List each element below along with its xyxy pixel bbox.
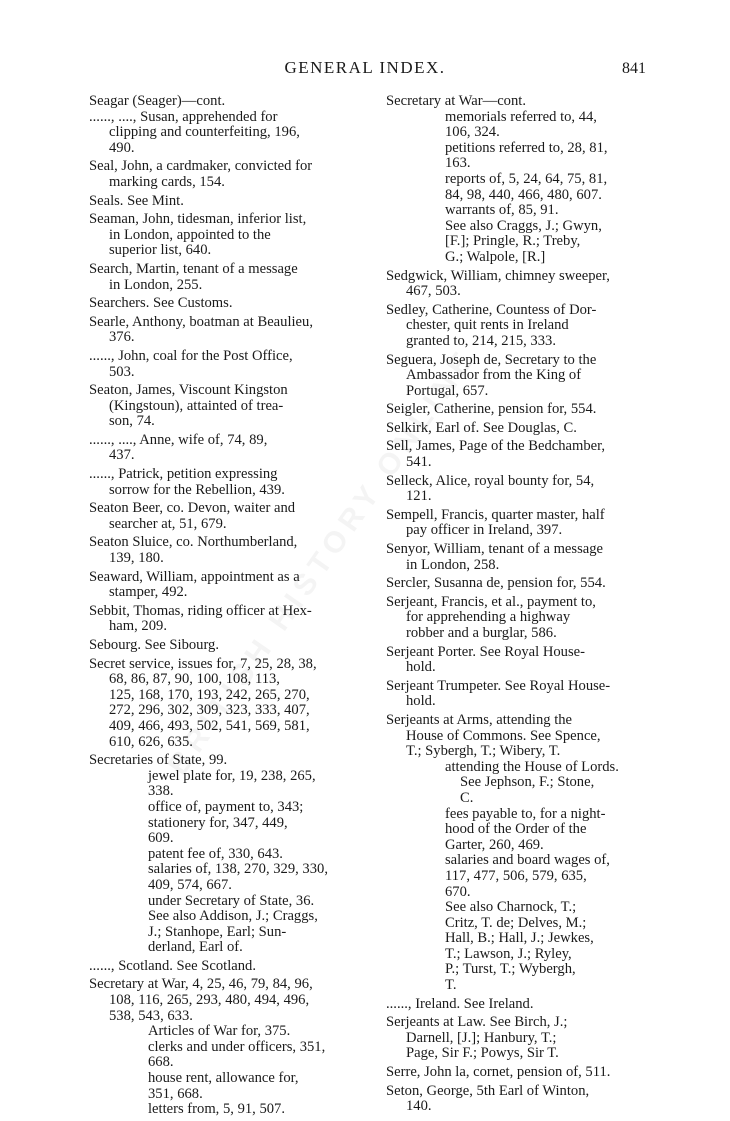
index-line: 84, 98, 440, 466, 480, 607. bbox=[445, 186, 602, 203]
page-header bbox=[0, 58, 730, 82]
index-line: Sebbit, Thomas, riding officer at Hex- bbox=[89, 602, 312, 619]
index-entry bbox=[89, 604, 351, 635]
index-line: ......, ...., Anne, wife of, 74, 89, bbox=[89, 431, 268, 448]
index-entry bbox=[89, 315, 351, 346]
index-line: 490. bbox=[109, 139, 135, 156]
index-column-right bbox=[386, 94, 648, 1118]
index-line: T.; Lawson, J.; Ryley, bbox=[445, 945, 572, 962]
index-line: derland, Earl of. bbox=[148, 939, 243, 956]
index-line: in London, 255. bbox=[109, 276, 203, 293]
index-line: under Secretary of State, 36. bbox=[148, 892, 315, 909]
index-line: T. bbox=[445, 977, 457, 994]
index-entry bbox=[89, 383, 351, 430]
index-line: marking cards, 154. bbox=[109, 173, 225, 190]
index-line: office of, payment to, 343; bbox=[148, 798, 304, 815]
index-line: 538, 543, 633. bbox=[109, 1007, 193, 1024]
index-line: ham, 209. bbox=[109, 618, 167, 635]
index-line: 139, 180. bbox=[109, 550, 164, 567]
index-line: Serjeants at Arms, attending the bbox=[386, 711, 573, 728]
index-entry bbox=[386, 595, 648, 642]
index-line: robber and a burglar, 586. bbox=[406, 625, 557, 641]
index-line: Sell, James, Page of the Bedchamber, bbox=[386, 438, 606, 455]
index-line: Sercler, Susanna de, pension for, 554. bbox=[386, 575, 606, 592]
index-line: 108, 116, 265, 293, 480, 494, 496, bbox=[109, 992, 310, 1009]
index-line: P.; Turst, T.; Wybergh, bbox=[445, 961, 576, 978]
index-line: 503. bbox=[109, 363, 135, 380]
index-line: House of Commons. See Spence, bbox=[406, 727, 601, 744]
index-line: 610, 626, 635. bbox=[109, 733, 193, 750]
index-line: patent fee of, 330, 643. bbox=[148, 845, 283, 862]
index-line: Sempell, Francis, quarter master, half bbox=[386, 506, 605, 523]
index-line: pay officer in Ireland, 397. bbox=[406, 522, 563, 539]
index-entry bbox=[386, 508, 648, 539]
index-entry bbox=[386, 1015, 648, 1062]
index-line: Seals. See Mint. bbox=[89, 192, 184, 209]
index-entry bbox=[89, 94, 351, 156]
index-line: stamper, 492. bbox=[109, 584, 188, 601]
index-line: Selkirk, Earl of. See Douglas, C. bbox=[386, 419, 577, 436]
index-line: in London, 258. bbox=[406, 556, 500, 573]
index-line: Sebourg. See Sibourg. bbox=[89, 637, 219, 653]
index-line: hold. bbox=[406, 659, 436, 676]
index-entry bbox=[386, 1065, 648, 1081]
index-line: warrants of, 85, 91. bbox=[445, 202, 559, 219]
index-entry bbox=[386, 303, 648, 350]
index-line: Seaton Sluice, co. Northumberland, bbox=[89, 534, 298, 551]
index-line: Darnell, [J.]; Hanbury, T.; bbox=[406, 1029, 557, 1046]
index-line: Seaward, William, appointment as a bbox=[89, 568, 300, 585]
index-entry bbox=[386, 421, 648, 437]
index-entry bbox=[386, 402, 648, 418]
index-line: Seagar (Seager)—cont. bbox=[89, 93, 226, 109]
index-line: Searle, Anthony, boatman at Beaulieu, bbox=[89, 313, 313, 330]
index-entry bbox=[386, 94, 648, 266]
index-entry bbox=[89, 296, 351, 312]
index-entry bbox=[89, 570, 351, 601]
index-line: house rent, allowance for, bbox=[148, 1070, 299, 1087]
index-line: 117, 477, 506, 579, 635, bbox=[445, 867, 587, 884]
index-line: 541. bbox=[406, 454, 432, 471]
index-entry bbox=[89, 433, 351, 464]
index-line: petitions referred to, 28, 81, bbox=[445, 139, 608, 156]
page-title: GENERAL INDEX. bbox=[284, 58, 446, 77]
index-entry bbox=[89, 959, 351, 975]
index-line: for apprehending a highway bbox=[406, 609, 571, 626]
index-line: Portugal, 657. bbox=[406, 382, 489, 399]
index-line: Serjeant Trumpeter. See Royal House- bbox=[386, 677, 611, 694]
index-entry bbox=[89, 753, 351, 956]
index-entry bbox=[89, 349, 351, 380]
index-line: fees payable to, for a night- bbox=[445, 805, 606, 822]
index-line: 272, 296, 302, 309, 323, 333, 407, bbox=[109, 702, 310, 719]
index-line: Sedgwick, William, chimney sweeper, bbox=[386, 267, 610, 284]
index-line: clerks and under officers, 351, bbox=[148, 1038, 326, 1055]
index-line: Seaton, James, Viscount Kingston bbox=[89, 382, 288, 399]
index-line: Ambassador from the King of bbox=[406, 367, 582, 384]
index-line: 376. bbox=[109, 329, 135, 346]
index-line: jewel plate for, 19, 238, 265, bbox=[148, 767, 316, 784]
index-line: Searchers. See Customs. bbox=[89, 295, 233, 312]
index-line: sorrow for the Rebellion, 439. bbox=[109, 481, 285, 498]
index-line: C. bbox=[460, 789, 474, 806]
index-line: See Jephson, F.; Stone, bbox=[460, 774, 595, 791]
index-entry bbox=[89, 467, 351, 498]
index-line: See also Craggs, J.; Gwyn, bbox=[445, 217, 602, 234]
index-entry bbox=[89, 262, 351, 293]
index-line: 163. bbox=[445, 155, 471, 172]
index-line: son, 74. bbox=[109, 413, 155, 430]
index-line: clipping and counterfeiting, 196, bbox=[109, 124, 300, 141]
index-entry bbox=[89, 194, 351, 210]
index-line: Garter, 260, 469. bbox=[445, 836, 544, 853]
index-line: 668. bbox=[148, 1054, 174, 1071]
index-line: 670. bbox=[445, 883, 471, 900]
index-line: (Kingstoun), attainted of trea- bbox=[109, 397, 284, 414]
index-line: Seal, John, a cardmaker, convicted for bbox=[89, 158, 313, 175]
index-line: Seguera, Joseph de, Secretary to the bbox=[386, 351, 597, 368]
index-line: hold. bbox=[406, 693, 436, 710]
index-line: 338. bbox=[148, 783, 174, 800]
index-line: Seaton Beer, co. Devon, waiter and bbox=[89, 500, 296, 517]
index-line: ......, Ireland. See Ireland. bbox=[386, 995, 534, 1012]
index-line: 437. bbox=[109, 447, 135, 464]
index-line: 68, 86, 87, 90, 100, 108, 113, bbox=[109, 671, 280, 688]
index-line: Articles of War for, 375. bbox=[148, 1023, 291, 1040]
index-entry bbox=[89, 212, 351, 259]
index-line: salaries of, 138, 270, 329, 330, bbox=[148, 861, 328, 878]
index-entry bbox=[386, 576, 648, 592]
index-line: Secretary at War—cont. bbox=[386, 93, 526, 109]
index-line: memorials referred to, 44, bbox=[445, 108, 597, 125]
index-line: Serjeant Porter. See Royal House- bbox=[386, 643, 585, 660]
index-line: 409, 574, 667. bbox=[148, 876, 232, 893]
index-line: ......, John, coal for the Post Office, bbox=[89, 347, 293, 364]
index-line: salaries and board wages of, bbox=[445, 852, 610, 869]
index-line: Secret service, issues for, 7, 25, 28, 38, bbox=[89, 655, 317, 672]
index-line: ......, ...., Susan, apprehended for bbox=[89, 108, 278, 125]
index-line: 125, 168, 170, 193, 242, 265, 270, bbox=[109, 686, 310, 703]
index-line: 121. bbox=[406, 488, 432, 505]
index-entry bbox=[89, 159, 351, 190]
index-line: 609. bbox=[148, 830, 174, 847]
index-line: 106, 324. bbox=[445, 124, 500, 141]
index-entry bbox=[386, 439, 648, 470]
index-line: Serre, John la, cornet, pension of, 511. bbox=[386, 1064, 611, 1081]
index-line: stationery for, 347, 449, bbox=[148, 814, 288, 831]
index-column-left bbox=[89, 94, 351, 1121]
index-line: J.; Stanhope, Earl; Sun- bbox=[148, 923, 287, 940]
index-line: reports of, 5, 24, 64, 75, 81, bbox=[445, 170, 608, 187]
index-line: Serjeant, Francis, et al., payment to, bbox=[386, 593, 596, 610]
index-line: Serjeants at Law. See Birch, J.; bbox=[386, 1014, 568, 1031]
index-line: Sedley, Catherine, Countess of Dor- bbox=[386, 301, 597, 318]
index-entry bbox=[386, 1084, 648, 1115]
index-line: Hall, B.; Hall, J.; Jewkes, bbox=[445, 930, 594, 947]
index-entry bbox=[89, 977, 351, 1117]
index-entry bbox=[89, 638, 351, 654]
index-entry bbox=[89, 501, 351, 532]
index-line: Seaman, John, tidesman, inferior list, bbox=[89, 211, 307, 228]
index-entry bbox=[386, 353, 648, 400]
index-line: in London, appointed to the bbox=[109, 226, 271, 243]
index-line: Seigler, Catherine, pension for, 554. bbox=[386, 401, 597, 418]
index-line: 409, 466, 493, 502, 541, 569, 581, bbox=[109, 717, 310, 734]
index-line: 467, 503. bbox=[406, 283, 461, 300]
index-line: [F.]; Pringle, R.; Treby, bbox=[445, 233, 581, 250]
index-entry bbox=[386, 713, 648, 994]
index-line: granted to, 214, 215, 333. bbox=[406, 332, 556, 349]
index-line: 351, 668. bbox=[148, 1085, 203, 1102]
index-entry bbox=[386, 474, 648, 505]
index-line: 140. bbox=[406, 1098, 432, 1115]
index-entry bbox=[386, 269, 648, 300]
index-line: Secretaries of State, 99. bbox=[89, 752, 228, 769]
index-entry bbox=[386, 542, 648, 573]
index-line: searcher at, 51, 679. bbox=[109, 515, 227, 532]
index-line: attending the House of Lords. bbox=[445, 758, 619, 775]
index-line: chester, quit rents in Ireland bbox=[406, 317, 569, 334]
index-entry bbox=[386, 679, 648, 710]
index-line: T.; Sybergh, T.; Wibery, T. bbox=[406, 743, 561, 760]
index-line: Critz, T. de; Delves, M.; bbox=[445, 914, 587, 931]
index-line: Search, Martin, tenant of a message bbox=[89, 260, 298, 277]
index-line: letters from, 5, 91, 507. bbox=[148, 1101, 285, 1118]
index-entry bbox=[89, 657, 351, 751]
index-entry bbox=[89, 535, 351, 566]
index-line: ......, Scotland. See Scotland. bbox=[89, 957, 256, 974]
index-line: Seton, George, 5th Earl of Winton, bbox=[386, 1082, 590, 1099]
index-line: Page, Sir F.; Powys, Sir T. bbox=[406, 1045, 559, 1062]
index-line: G.; Walpole, [R.] bbox=[445, 248, 546, 265]
index-line: superior list, 640. bbox=[109, 242, 212, 259]
index-line: ......, Patrick, petition expressing bbox=[89, 466, 278, 483]
index-entry bbox=[386, 997, 648, 1013]
index-line: See also Addison, J.; Craggs, bbox=[148, 908, 318, 925]
index-line: Secretary at War, 4, 25, 46, 79, 84, 96, bbox=[89, 976, 313, 993]
index-line: hood of the Order of the bbox=[445, 821, 587, 838]
index-line: Senyor, William, tenant of a message bbox=[386, 541, 604, 558]
index-line: See also Charnock, T.; bbox=[445, 899, 577, 916]
page-number: 841 bbox=[622, 60, 646, 77]
index-entry bbox=[386, 645, 648, 676]
index-line: Selleck, Alice, royal bounty for, 54, bbox=[386, 472, 595, 489]
